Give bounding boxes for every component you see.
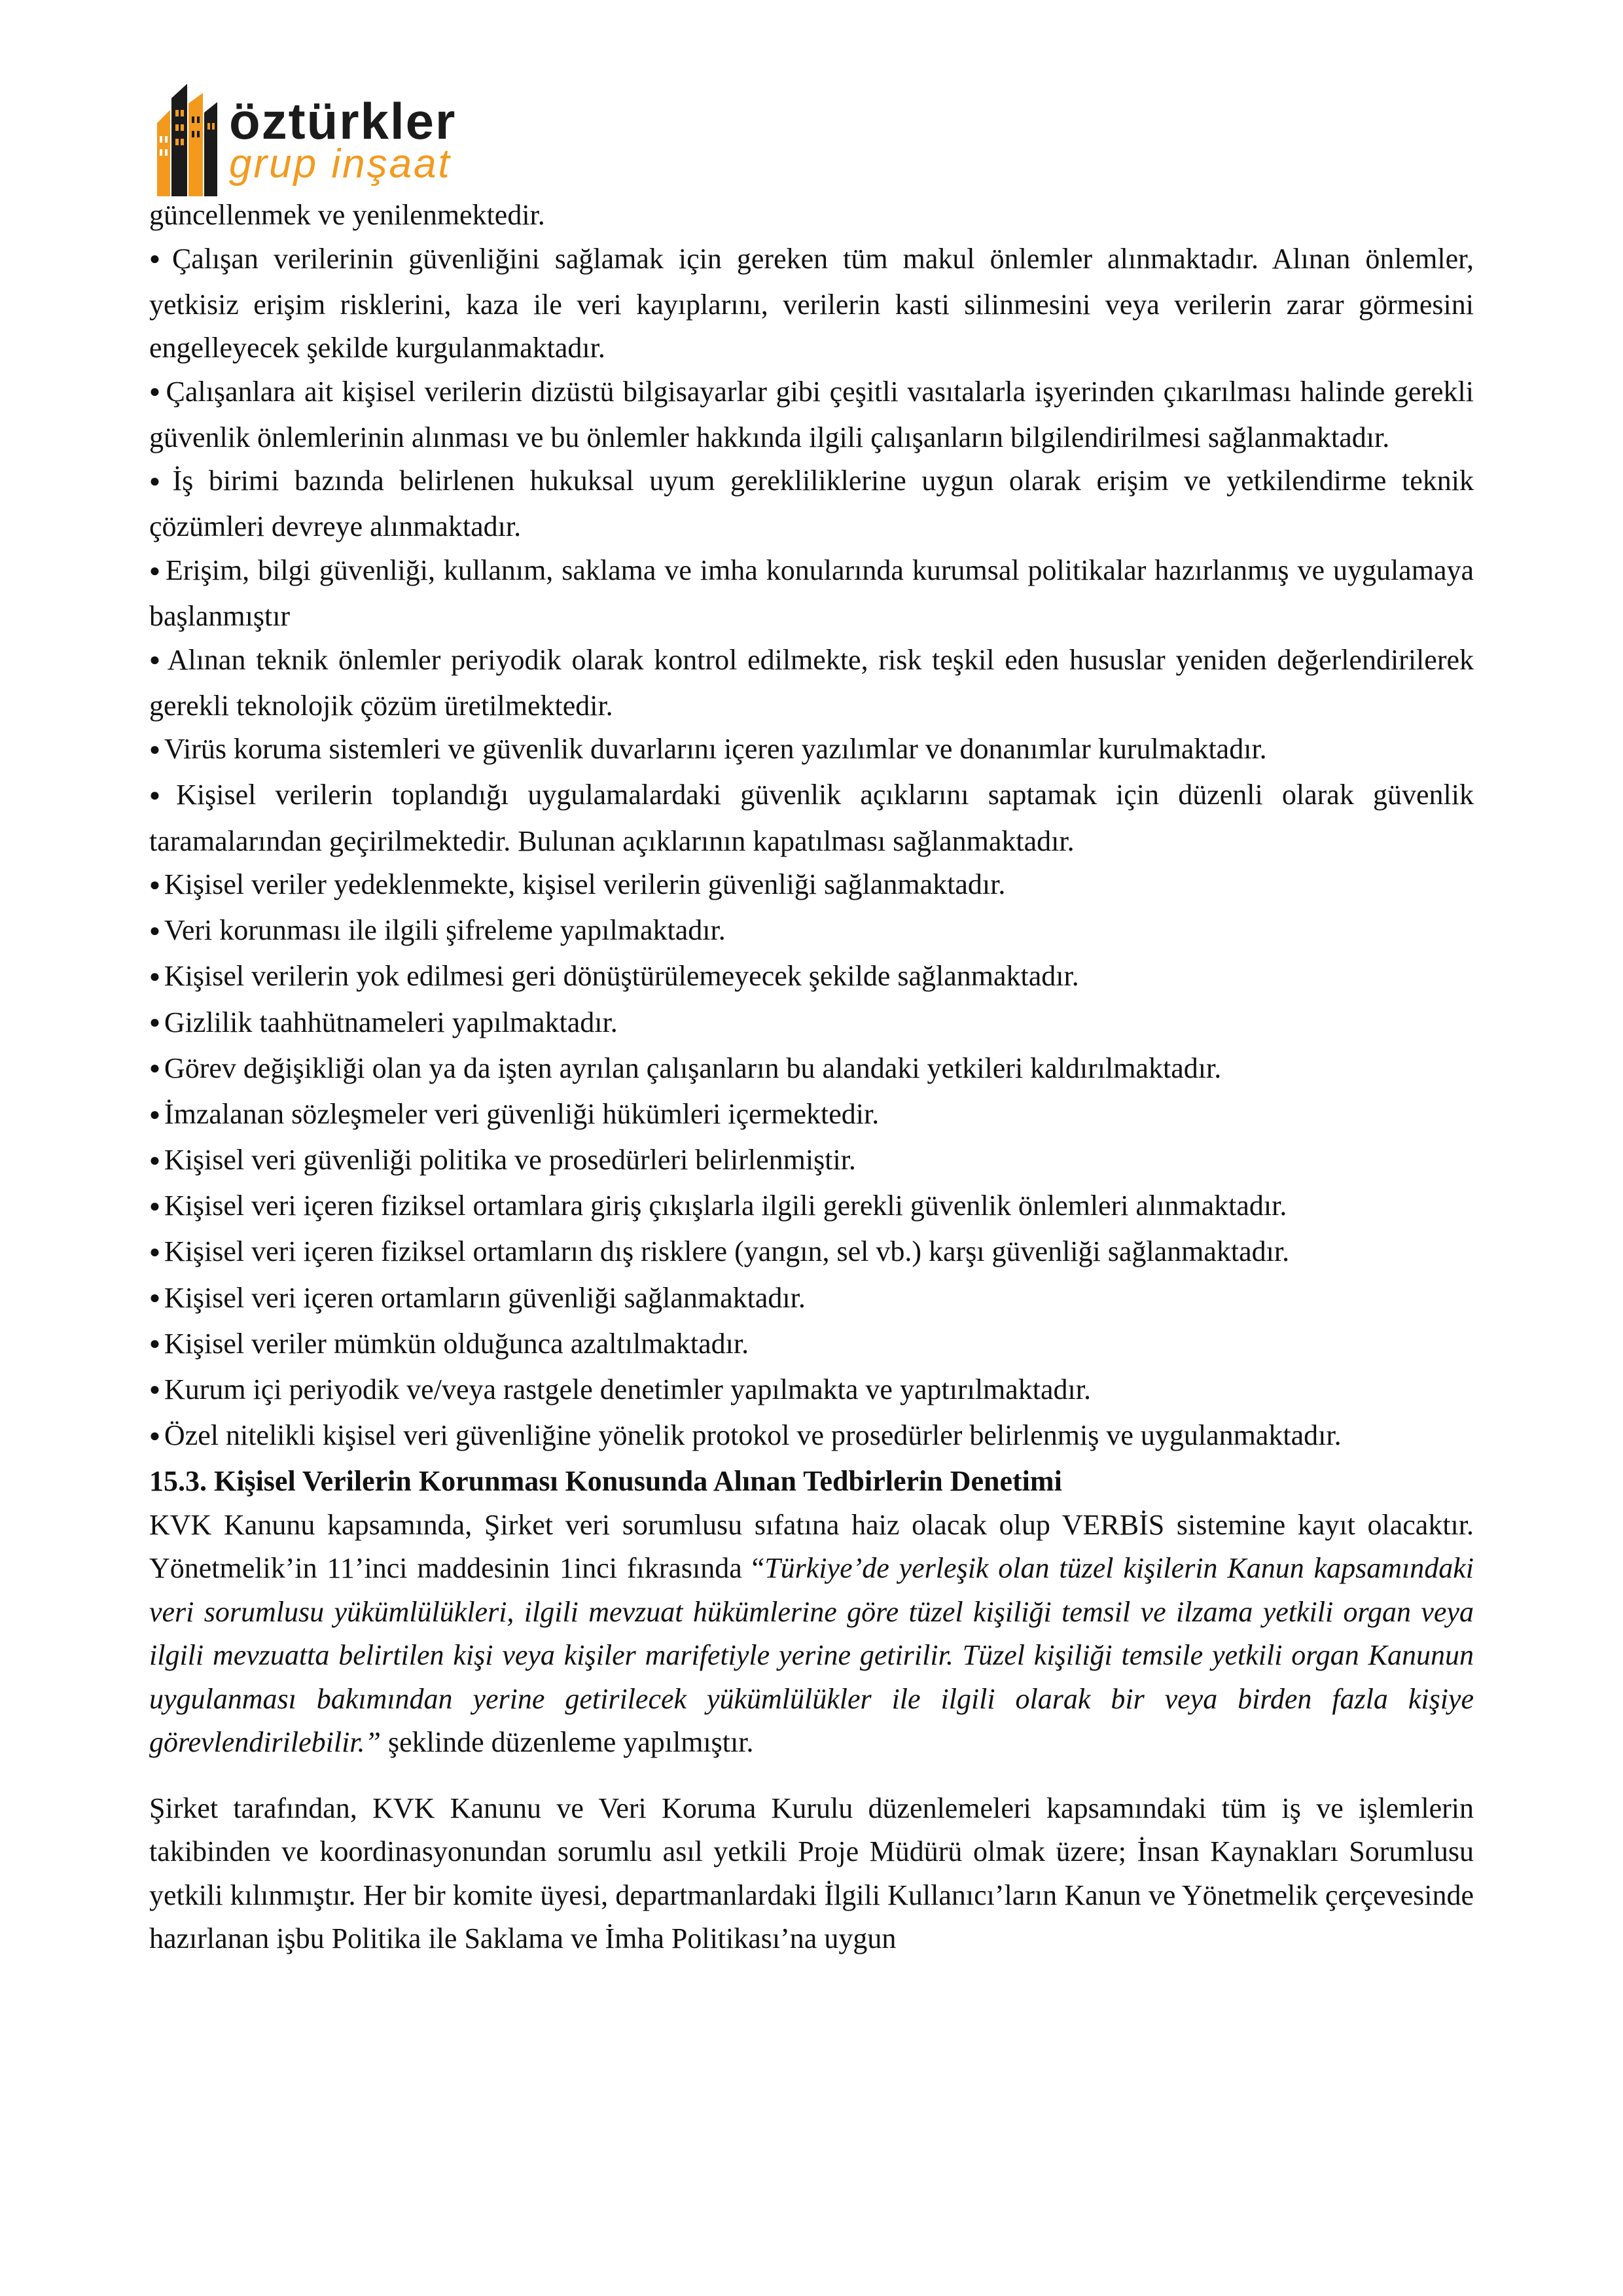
bullet-item xyxy=(149,1047,1474,1093)
bullet-text: Çalışan verilerinin güvenliğini sağlamak için gereken tüm makul önlemler alınmaktadır. Alınan önlemler, yetkisiz erişim risklerini, kaza ile veri kayıplarını, verilerin kasti silinmesini veya verilerin zarar görmesini engelleyecek şekilde kurgulanmaktadır. xyxy=(149,242,1474,364)
bullet-item xyxy=(149,549,1474,639)
bullet-text: Kişisel veri içeren fiziksel ortamların dış risklere (yangın, sel vb.) karşı güvenliği sağlanmaktadır. xyxy=(164,1235,1290,1268)
bullet-text: Erişim, bilgi güvenliği, kullanım, saklama ve imha konularında kurumsal politikalar hazırlanmış ve uygulamaya başlanmıştır xyxy=(149,554,1474,633)
bullet-dot-icon: ● xyxy=(149,739,160,760)
bullet-dot-icon: ● xyxy=(149,1425,160,1446)
bullet-text: Virüs koruma sistemleri ve güvenlik duvarlarını içeren yazılımlar ve donanımlar kurulmaktadır. xyxy=(164,733,1267,766)
bullet-item xyxy=(149,238,1474,370)
section-paragraph-1 xyxy=(149,1504,1474,1765)
bullet-item xyxy=(149,1277,1474,1322)
company-logo xyxy=(152,84,531,198)
bullet-text: Kişisel veri içeren fiziksel ortamlara giriş çıkışlarla ilgili gerekli güvenlik önlemleri alınmaktadır. xyxy=(164,1190,1287,1222)
bullet-text: Alınan teknik önlemler periyodik olarak kontrol edilmekte, risk teşkil eden hususlar yeniden değerlendirilerek gerekli teknolojik çözüm üretilmektedir. xyxy=(149,643,1474,722)
bullet-text: Kişisel veriler yedeklenmekte, kişisel verilerin güvenliği sağlanmaktadır. xyxy=(164,868,1006,901)
bullet-text: Gizlilik taahhütnameleri yapılmaktadır. xyxy=(164,1006,618,1038)
bullet-dot-icon: ● xyxy=(149,1058,160,1079)
bullet-text: Veri korunması ile ilgili şifreleme yapılmaktadır. xyxy=(164,914,726,947)
logo-brand-subtitle: grup inşaat xyxy=(229,141,452,186)
bullet-dot-icon: ● xyxy=(149,1012,160,1033)
bullet-item xyxy=(149,1001,1474,1047)
bullet-item xyxy=(149,1184,1474,1230)
bullet-dot-icon: ● xyxy=(149,560,162,581)
document-body xyxy=(149,194,1474,1961)
bullet-dot-icon: ● xyxy=(149,1242,160,1262)
bullet-text: Kişisel verilerin yok edilmesi geri dönüştürülemeyecek şekilde sağlanmaktadır. xyxy=(164,960,1079,993)
bullet-dot-icon: ● xyxy=(149,1104,160,1125)
bullet-dot-icon: ● xyxy=(149,381,162,402)
bullet-item xyxy=(149,728,1474,773)
bullet-text: Özel nitelikli kişisel veri güvenliğine yönelik protokol ve prosedürler belirlenmiş ve uygulanmaktadır. xyxy=(164,1419,1342,1451)
bullet-text: Kişisel verilerin toplandığı uygulamalardaki güvenlik açıklarını saptamak için düzenli olarak güvenlik taramalarından geçirilmektedir. Bulunan açıklarının kapatılması sağlanmaktadır. xyxy=(149,779,1474,857)
bullet-dot-icon: ● xyxy=(149,874,160,895)
paragraph-1-end: şeklinde düzenleme yapılmıştır. xyxy=(381,1726,754,1759)
bullet-text: İş birimi bazında belirlenen hukuksal uyum gerekliliklerine uygun olarak erişim ve yetkilendirme teknik çözümleri devreye alınmaktadır. xyxy=(149,465,1474,543)
bullet-item xyxy=(149,1139,1474,1184)
regulation-quote: Türkiye’de yerleşik olan tüzel kişilerin Kanun kapsamındaki veri sorumlusu yükümlülükleri, ilgili mevzuat hükümlerine göre tüzel kişiliği temsil ve ilzama yetkili organ veya ilgili mevzuatta belirtilen kişi veya kişiler marifetiyle yerine getirilir. Tüzel kişiliği temsile yetkili organ Kanunun uygulanması bakımından yerine getirilecek yükümlülükler ile ilgili olarak bir veya birden fazla kişiye görevlendirilebilir.” xyxy=(149,1552,1474,1759)
bullet-text: Kişisel veri içeren ortamların güvenliği sağlanmaktadır. xyxy=(164,1281,806,1314)
section-heading: 15.3. Kişisel Verilerin Korunması Konusunda Alınan Tedbirlerin Denetimi xyxy=(149,1465,1062,1498)
bullet-item xyxy=(149,863,1474,909)
bullet-item xyxy=(149,370,1474,460)
section-paragraph-2: Şirket tarafından, KVK Kanunu ve Veri Koruma Kurulu düzenlemeleri kapsamındaki tüm iş ve işlemlerin takibinden ve koordinasyonundan sorumlu asıl yetkili Proje Müdürü olmak üzere; İnsan Kaynakları Sorumlusu yetkili kılınmıştır. Her bir komite üyesi, departmanlardaki İlgili Kullanıcı’ların Kanun ve Yönetmelik çerçevesinde hazırlanan işbu Politika ile Saklama ve İmha Politikası’na uygun xyxy=(149,1792,1474,1955)
bullet-dot-icon: ● xyxy=(149,470,169,491)
intro-line: güncellenmek ve yenilenmektedir. xyxy=(149,199,545,231)
bullet-dot-icon: ● xyxy=(149,1288,160,1309)
bullet-dot-icon: ● xyxy=(149,1333,160,1354)
bullet-item xyxy=(149,1414,1474,1460)
bullet-dot-icon: ● xyxy=(149,1150,160,1171)
bullet-item xyxy=(149,459,1474,549)
bullet-text: Çalışanlara ait kişisel verilerin dizüstü bilgisayarlar gibi çeşitli vasıtalarla işyerinden çıkarılması halinde gerekli güvenlik önlemlerinin alınması ve bu önlemler hakkında ilgili çalışanların bilgilendirilmesi sağlanmaktadır. xyxy=(149,375,1474,453)
bullet-text: Kişisel veriler mümkün olduğunca azaltılmaktadır. xyxy=(164,1327,749,1360)
bullet-item xyxy=(149,773,1474,863)
bullet-item xyxy=(149,1230,1474,1276)
bullet-text: Kurum içi periyodik ve/veya rastgele denetimler yapılmakta ve yaptırılmaktadır. xyxy=(164,1373,1091,1405)
bullet-text: İmzalanan sözleşmeler veri güvenliği hükümleri içermektedir. xyxy=(164,1097,880,1130)
logo-brand-name: öztürkler xyxy=(229,92,457,150)
bullet-dot-icon: ● xyxy=(149,249,168,270)
bullet-item xyxy=(149,1368,1474,1414)
bullet-dot-icon: ● xyxy=(149,650,164,671)
bullet-dot-icon: ● xyxy=(149,1195,160,1216)
bullet-dot-icon: ● xyxy=(149,785,173,806)
bullet-text: Kişisel veri güvenliği politika ve prosedürleri belirlenmiştir. xyxy=(164,1144,856,1176)
bullet-item xyxy=(149,955,1474,1000)
building-logo-icon xyxy=(152,84,230,198)
bullet-item xyxy=(149,1093,1474,1139)
paragraph-spacer xyxy=(149,1765,1474,1787)
measures-list xyxy=(149,238,1474,1460)
bullet-dot-icon: ● xyxy=(149,920,160,941)
bullet-dot-icon: ● xyxy=(149,1379,160,1400)
bullet-dot-icon: ● xyxy=(149,966,160,987)
bullet-item xyxy=(149,909,1474,955)
bullet-item xyxy=(149,639,1474,728)
bullet-text: Görev değişikliği olan ya da işten ayrılan çalışanların bu alandaki yetkileri kaldırılmaktadır. xyxy=(164,1051,1222,1084)
bullet-item xyxy=(149,1322,1474,1368)
paragraph-1-intro: KVK Kanunu kapsamında, Şirket veri sorumlusu sıfatına haiz olacak olup VERBİS sistemine kayıt olacaktır. Yönetmelik’in 11’inci maddesinin 1inci fıkrasında “ xyxy=(149,1508,1474,1585)
